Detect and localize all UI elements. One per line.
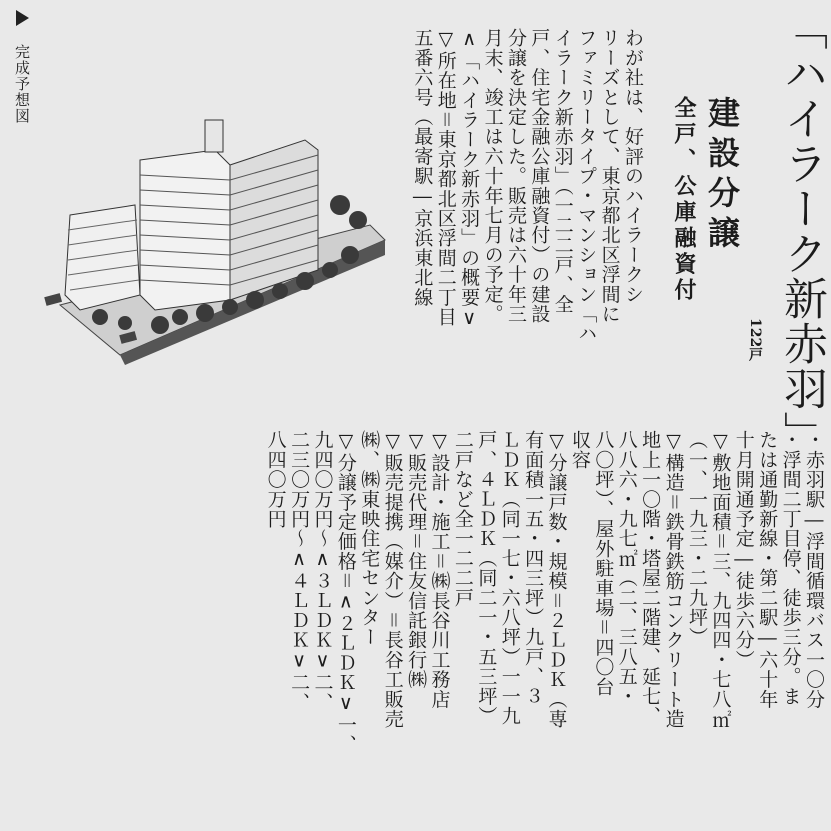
spec-line: 八〇坪）、屋外駐車場＝四〇台 [592, 430, 615, 697]
spec-line: ▽構造＝鉄骨鉄筋コンクリート造 [662, 430, 685, 729]
article-subtitle-main: 建設分譲 [703, 96, 741, 256]
building-illustration [40, 55, 390, 385]
article-body [410, 28, 644, 414]
spec-line: ・浮間二丁目停、徒歩三分。ま [779, 430, 802, 706]
spec-line: ▽設計・施工＝㈱長谷川工務店 [428, 430, 451, 709]
spec-line: 地上一〇階・塔屋二階建、延七、 [639, 430, 662, 726]
unit-count: 122戸 [747, 318, 763, 362]
body-line: わが社は、好評のハイラークシ [622, 28, 644, 304]
body-line: ∧「ハイラーク新赤羽」の概要∨ [458, 28, 481, 330]
image-caption: 完成予想図 [13, 44, 31, 124]
spec-line: ▽分譲予定価格＝∧２ＬＤＫ∨一、 [334, 430, 357, 755]
spec-line: ▽敷地面積＝三、九四四・七八㎡ [709, 430, 732, 729]
spec-line: 二三〇万円～∧４ＬＤＫ∨二、 [288, 430, 311, 712]
spec-line: 八四〇万円 [264, 430, 287, 529]
spec-line: 戸、４ＬＤＫ（同二一・五三坪） [475, 430, 498, 726]
body-line: 戸、住宅金融公庫融資付）の建設 [528, 28, 551, 324]
spec-line: ▽販売代理＝住友信託銀行㈱ [405, 430, 428, 690]
spec-line: ▽分譲戸数・規模＝２ＬＤＫ（専 [545, 430, 568, 729]
body-line: 分譲を決定した。販売は六十年三 [504, 28, 527, 324]
body-line: 五番六号（最寄駅―京浜東北線 [411, 28, 434, 307]
spec-line: 有面積一五・四三坪）九戸、３ [522, 430, 545, 706]
spec-line: 九四〇万円～∧３ＬＤＫ∨二、 [311, 430, 334, 712]
article-subtitle-financing: 全戸、公庫融資付 [671, 96, 697, 304]
spec-line: ㈱、㈱東映住宅センター [358, 430, 381, 647]
spec-line: 八八六・九七㎡（二、三八五・ [615, 430, 638, 706]
body-line: ファミリータイプ・マンション「ハ [575, 28, 598, 344]
spec-line: ・赤羽駅―浮間循環バス一〇分 [803, 430, 825, 709]
spec-line: たは通勤新線・第二駅―六十年 [756, 430, 779, 709]
spec-line: （一、一九三・二九坪） [685, 430, 708, 647]
body-line: イラーク新赤羽」（一二二戸、全 [551, 28, 574, 314]
body-line: 月末、竣工は六十年七月の予定。 [481, 28, 504, 324]
spec-line: 十月開通予定―徒歩六分） [732, 430, 755, 670]
caption-arrow-icon [16, 10, 29, 26]
body-line: リーズとして、東京都北区浮間に [598, 28, 621, 324]
body-line: ▽所在地＝東京都北区浮間二丁目 [434, 28, 457, 327]
spec-line: 収容 [568, 430, 591, 470]
spec-line: 二戸など全一二二戸 [451, 430, 474, 608]
article-headline: 「ハイラーク新赤羽」 [776, 6, 827, 456]
project-specs [263, 430, 825, 828]
spec-line: ＬＤＫ（同一七・六八坪）一一九 [498, 430, 521, 726]
spec-line: ▽販売提携（媒介）＝長谷工販売 [381, 430, 404, 729]
